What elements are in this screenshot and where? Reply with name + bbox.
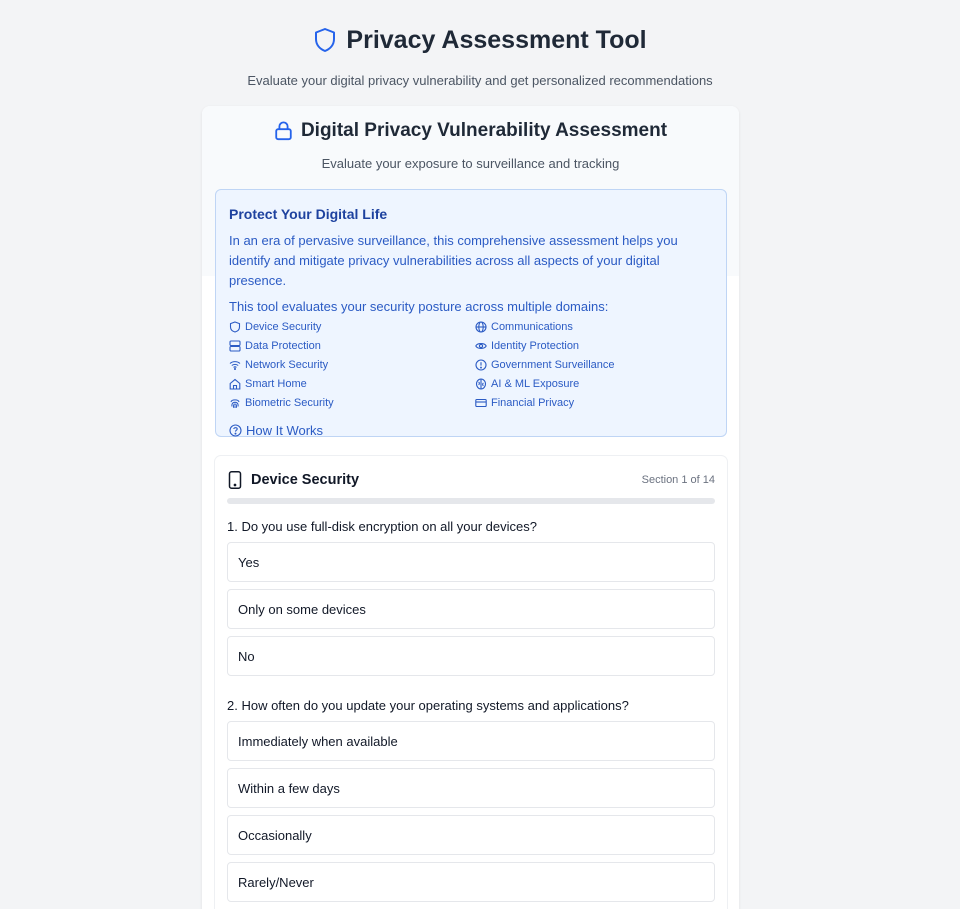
section-header	[227, 470, 715, 490]
app-title-text: Privacy Assessment Tool	[346, 26, 647, 54]
domain-label: Biometric Security	[245, 397, 334, 409]
domain-item-communications	[475, 320, 715, 334]
domain-item-biometric-security	[229, 396, 475, 410]
option-q2-few-days[interactable]: Within a few days	[227, 768, 715, 808]
alert-circle-icon	[475, 359, 487, 371]
domain-item-ai-ml-exposure	[475, 377, 715, 391]
option-q1-some-devices[interactable]: Only on some devices	[227, 589, 715, 629]
domain-list	[229, 320, 713, 410]
domain-item-device-security	[229, 320, 475, 334]
shield-icon	[229, 321, 241, 333]
option-q1-no[interactable]: No	[227, 636, 715, 676]
domain-label: AI & ML Exposure	[491, 378, 580, 390]
question-section	[215, 456, 727, 909]
assessment-subtitle: Evaluate your exposure to surveillance and tracking	[321, 156, 620, 171]
lock-icon	[274, 121, 293, 141]
question-2: 2. How often do you update your operating systems and applications?	[227, 698, 629, 713]
server-icon	[229, 340, 241, 352]
intro-title: Protect Your Digital Life	[229, 206, 388, 222]
domain-label: Government Surveillance	[491, 359, 615, 371]
section-counter: Section 1 of 14	[641, 474, 715, 486]
domain-item-identity-protection	[475, 339, 715, 353]
domain-item-government-surveillance	[475, 358, 715, 372]
domain-item-financial-privacy	[475, 396, 715, 410]
fingerprint-icon	[229, 397, 241, 409]
domain-label: Identity Protection	[491, 340, 580, 352]
option-q2-rarely-never[interactable]: Rarely/Never	[227, 862, 715, 902]
section-progress-bar	[227, 498, 715, 504]
option-q2-occasionally[interactable]: Occasionally	[227, 815, 715, 855]
section-title-text: Device Security	[251, 472, 360, 488]
domain-item-data-protection	[229, 339, 475, 353]
home-icon	[229, 378, 241, 390]
domain-label: Smart Home	[245, 378, 307, 390]
app-header	[0, 0, 960, 88]
intro-box	[215, 189, 727, 437]
domain-item-network-security	[229, 358, 475, 372]
domain-label: Network Security	[245, 359, 329, 371]
assessment-title-text: Digital Privacy Vulnerability Assessment	[300, 120, 668, 141]
domain-label: Data Protection	[245, 340, 321, 352]
option-q2-immediately[interactable]: Immediately when available	[227, 721, 715, 761]
domain-item-smart-home	[229, 377, 475, 391]
section-title	[227, 471, 359, 489]
assessment-card	[202, 106, 739, 909]
how-it-works-link[interactable]	[229, 423, 323, 438]
shield-icon	[313, 27, 337, 53]
app-subtitle: Evaluate your digital privacy vulnerability and get personalized recommendations	[247, 73, 713, 88]
intro-text: In an era of pervasive surveillance, this comprehensive assessment helps you identify and mitigate privacy vulnerabilities across all aspects of your digital presence.	[229, 233, 678, 288]
wifi-icon	[229, 359, 241, 371]
smartphone-icon	[227, 471, 243, 489]
eye-icon	[475, 340, 487, 352]
intro-lead: This tool evaluates your security posture across multiple domains:	[229, 299, 609, 314]
app-title	[313, 26, 646, 54]
credit-card-icon	[475, 397, 487, 409]
help-circle-icon	[229, 424, 242, 437]
assessment-title	[274, 119, 667, 143]
domain-label: Communications	[491, 321, 573, 333]
globe-icon	[475, 321, 487, 333]
brain-icon	[475, 378, 487, 390]
question-1: 1. Do you use full-disk encryption on all your devices?	[227, 519, 537, 534]
option-q1-yes[interactable]: Yes	[227, 542, 715, 582]
domain-label: Device Security	[245, 321, 322, 333]
how-it-works-label: How It Works	[246, 423, 324, 438]
domain-label: Financial Privacy	[491, 397, 575, 409]
